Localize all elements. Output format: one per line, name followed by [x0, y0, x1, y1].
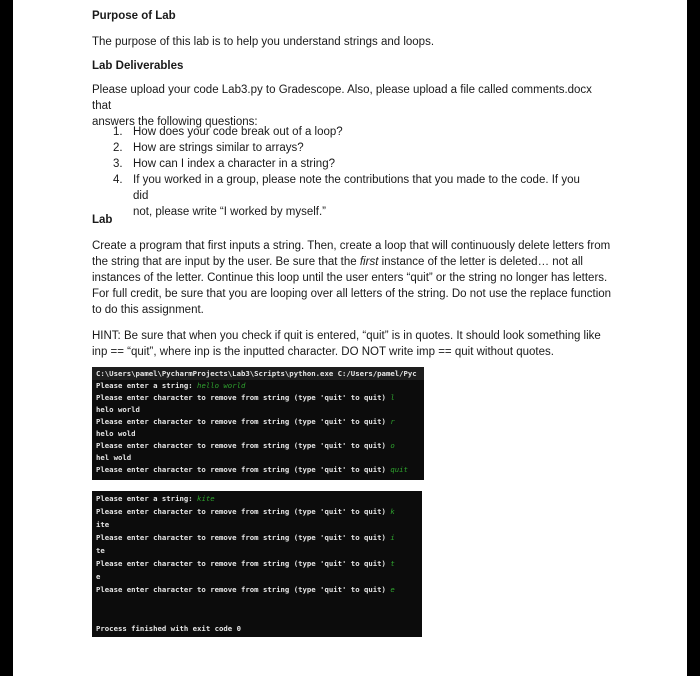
terminal-line: Please enter character to remove from string (type 'quit' to quit) quit [96, 465, 408, 474]
deliverables-heading: Lab Deliverables [92, 60, 184, 72]
lab-line-2 [92, 254, 612, 270]
question-number: 2. [113, 142, 123, 154]
question-text: How are strings similar to arrays? [133, 142, 304, 154]
lab-line-4: For full credit, be sure that you are looping over all letters of the string. Do not use the replace function [92, 288, 612, 300]
question-item [113, 140, 593, 156]
deliverables-text [92, 82, 612, 130]
terminal-line: helo world [96, 405, 140, 414]
terminal-line: te [96, 546, 105, 555]
terminal-line: Please enter a string: hello world [96, 381, 246, 390]
terminal-line: Please enter character to remove from string (type 'quit' to quit) r [96, 417, 395, 426]
hint-line-2: inp == “quit”, where inp is the inputted character. DO NOT write imp == quit without quotes. [92, 346, 554, 358]
purpose-text: The purpose of this lab is to help you understand strings and loops. [92, 36, 435, 48]
questions-list [113, 124, 593, 220]
lab-line-3: instances of the letter. Continue this loop until the user enters “quit” or the string no longer has letters. [92, 272, 608, 284]
terminal-screenshot-1 [92, 367, 424, 480]
terminal-line: Please enter character to remove from string (type 'quit' to quit) t [96, 559, 395, 568]
lab-description [92, 238, 612, 318]
terminal-line: Please enter character to remove from string (type 'quit' to quit) l [96, 393, 395, 402]
question-item [113, 172, 593, 220]
lab-line-1: Create a program that first inputs a string. Then, create a loop that will continuously delete letters from [92, 240, 611, 252]
terminal-line: Please enter character to remove from string (type 'quit' to quit) e [96, 585, 395, 594]
question-text: How does your code break out of a loop? [133, 126, 343, 138]
lab-heading: Lab [92, 214, 113, 226]
lab-line-2-b: instance of the letter is deleted… not all [378, 256, 583, 268]
terminal-line: hel wold [96, 453, 132, 462]
question-text: How can I index a character in a string? [133, 158, 335, 170]
question-number: 3. [113, 158, 123, 170]
terminal-line: Please enter character to remove from string (type 'quit' to quit) i [96, 533, 395, 542]
terminal-screenshot-2 [92, 491, 422, 637]
question-number: 4. [113, 174, 123, 186]
lab-line-2-emphasis: first [359, 256, 379, 268]
question-text: not, please write “I worked by myself.” [133, 206, 327, 218]
deliverables-line-2: answers the following questions: [92, 116, 258, 128]
question-item [113, 124, 593, 140]
question-text: If you worked in a group, please note the contributions that you made to the code. If you did [133, 174, 580, 202]
question-item [113, 156, 593, 172]
terminal-line: Please enter a string: kite [96, 494, 215, 503]
deliverables-line-1: Please upload your code Lab3.py to Gradescope. Also, please upload a file called comments.docx that [92, 84, 592, 112]
terminal-exit-line: Process finished with exit code 0 [96, 624, 241, 633]
hint-text [92, 328, 612, 360]
terminal-line: helo wold [96, 429, 136, 438]
hint-line-1: HINT: Be sure that when you check if quit is entered, “quit” is in quotes. It should look something like [92, 330, 601, 342]
terminal-line: Please enter character to remove from string (type 'quit' to quit) o [96, 441, 395, 450]
terminal-line: e [96, 572, 101, 581]
terminal-title: C:\Users\pamel\PycharmProjects\Lab3\Scripts\python.exe C:/Users/pamel/Pyc [96, 369, 417, 378]
question-number: 1. [113, 126, 123, 138]
lab-line-2-a: the string that are input by the user. Be sure that the [92, 256, 360, 268]
purpose-heading: Purpose of Lab [92, 10, 176, 22]
lab-line-5: to do this assignment. [92, 304, 204, 316]
terminal-line: Please enter character to remove from string (type 'quit' to quit) k [96, 507, 395, 516]
document-page [13, 0, 687, 676]
terminal-line: ite [96, 520, 110, 529]
